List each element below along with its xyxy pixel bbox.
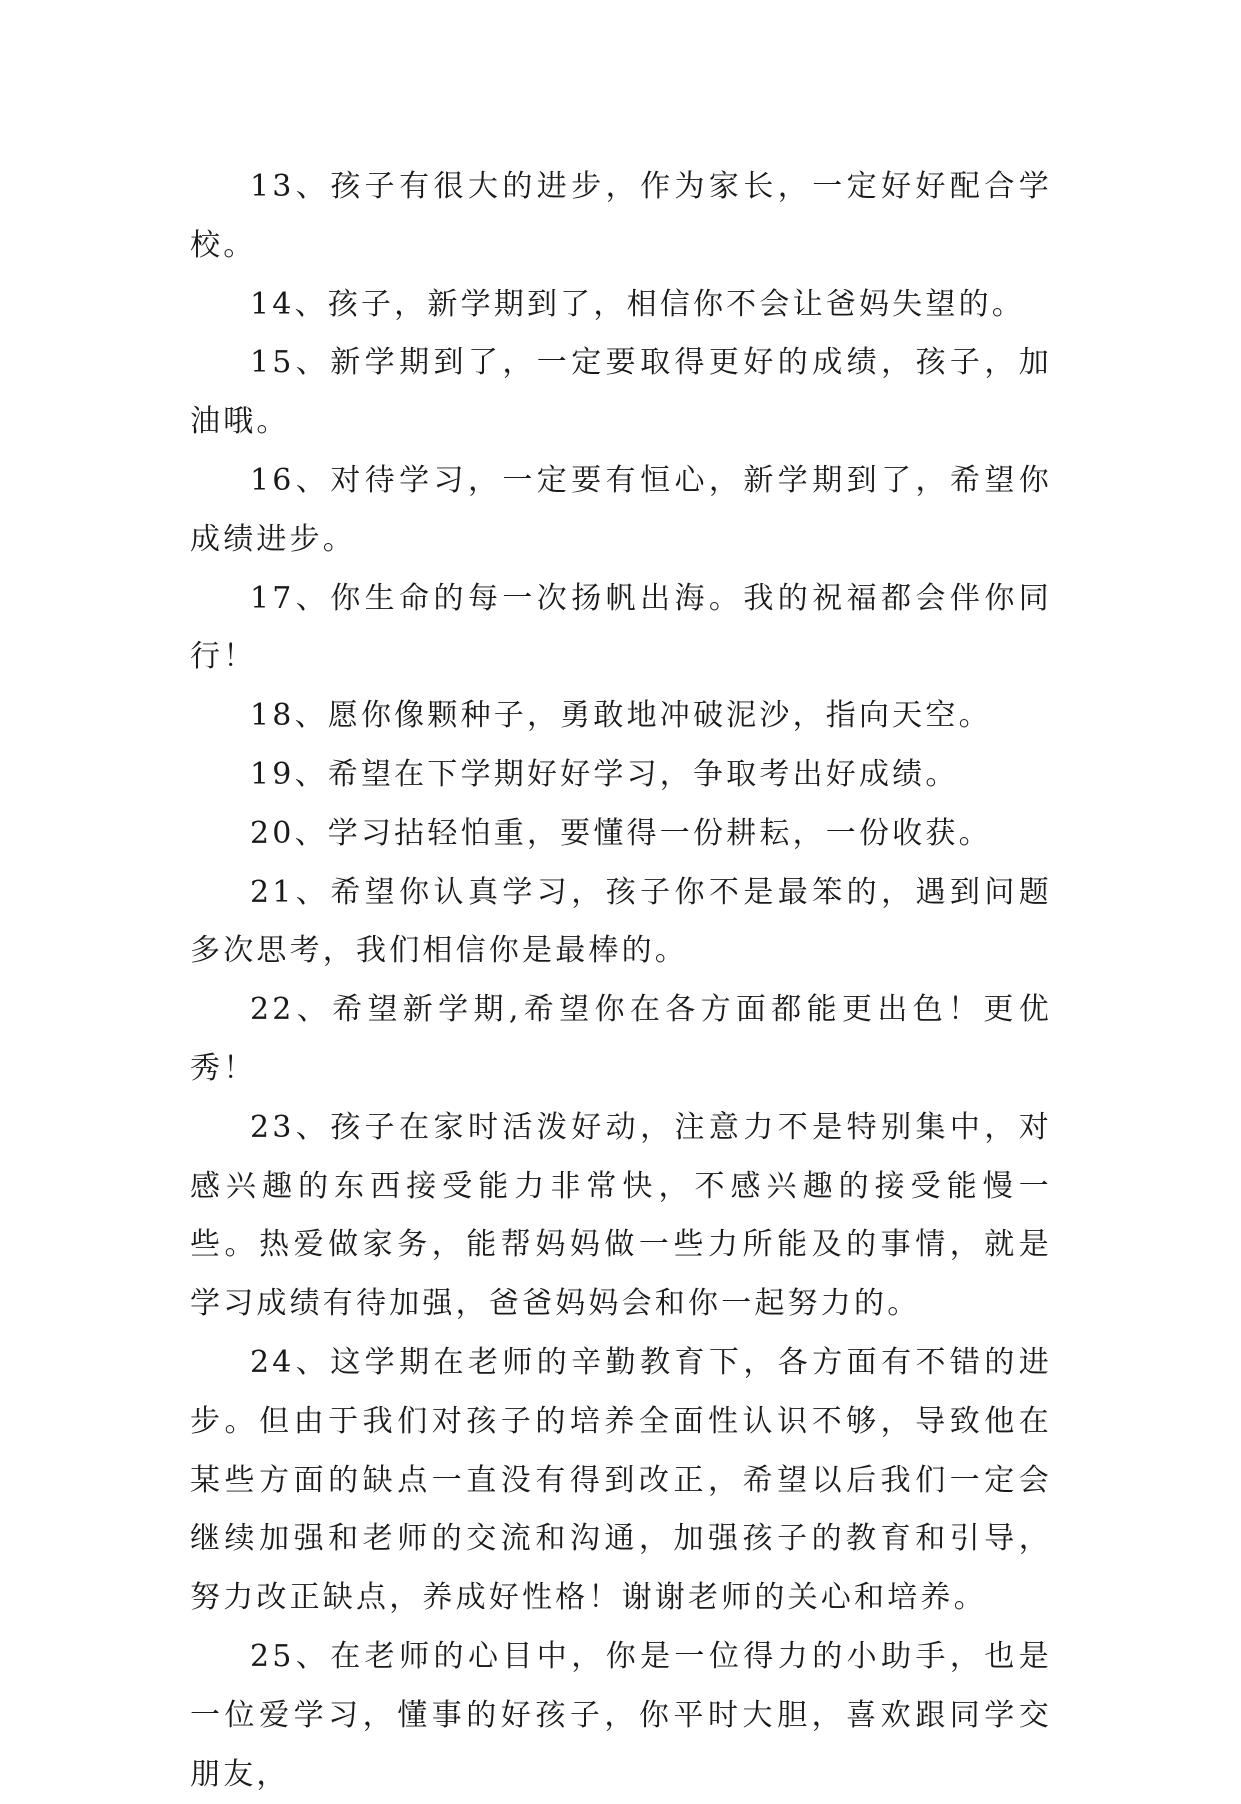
paragraph-25: 25、在老师的心目中，你是一位得力的小助手，也是一位爱学习，懂事的好孩子，你平时大胆，喜欢跟同学交朋友， (190, 1638, 1052, 1792)
paragraph-22: 22、希望新学期,希望你在各方面都能更出色！更优秀！ (190, 992, 1052, 1086)
paragraph-20: 20、学习拈轻怕重，要懂得一份耕耘，一份收获。 (250, 815, 992, 851)
document-body (190, 158, 1052, 1804)
paragraph-14: 14、孩子，新学期到了，相信你不会让爸妈失望的。 (250, 286, 1025, 322)
paragraph-13: 13、孩子有很大的进步，作为家长，一定好好配合学校。 (190, 169, 1052, 263)
paragraph-17: 17、你生命的每一次扬帆出海。我的祝福都会伴你同行！ (190, 580, 1052, 675)
paragraph-23: 23、孩子在家时活泼好动，注意力不是特别集中，对感兴趣的东西接受能力非常快，不感兴趣的接受能慢一些。热爱做家务，能帮妈妈做一些力所能及的事情，就是学习成绩有待加强，爸爸妈妈会和你一起努力的。 (190, 1109, 1052, 1322)
paragraph-21: 21、希望你认真学习，孩子你不是最笨的，遇到问题多次思考，我们相信你是最棒的。 (190, 874, 1052, 969)
paragraph-15: 15、新学期到了，一定要取得更好的成绩，孩子，加油哦。 (190, 345, 1052, 440)
paragraph-19: 19、希望在下学期好好学习，争取考出好成绩。 (250, 756, 959, 792)
paragraph-18: 18、愿你像颗种子，勇敢地冲破泥沙，指向天空。 (250, 698, 992, 734)
paragraph-16: 16、对待学习，一定要有恒心，新学期到了，希望你成绩进步。 (190, 462, 1052, 557)
paragraph-24: 24、这学期在老师的辛勤教育下，各方面有不错的进步。但由于我们对孩子的培养全面性认识不够，导致他在某些方面的缺点一直没有得到改正，希望以后我们一定会继续加强和老师的交流和沟通，加强孩子的教育和引导，努力改正缺点，养成好性格！谢谢老师的关心和培养。 (190, 1344, 1052, 1616)
